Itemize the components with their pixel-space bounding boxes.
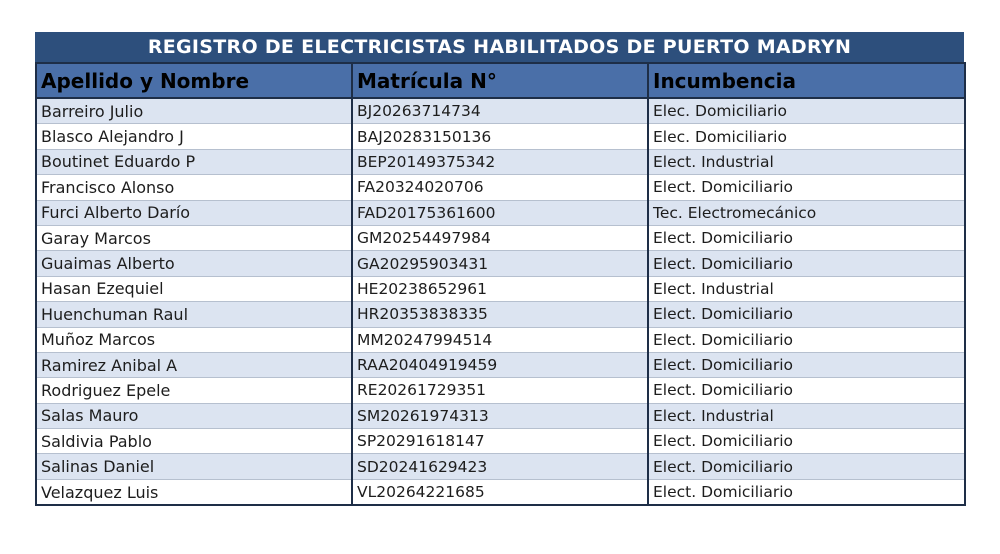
cell-name: Garay Marcos (36, 225, 352, 250)
cell-scope: Elec. Domiciliario (648, 98, 965, 124)
cell-name: Rodriguez Epele (36, 378, 352, 403)
cell-scope: Elect. Domiciliario (648, 378, 965, 403)
table-row (36, 175, 965, 200)
cell-name: Barreiro Julio (36, 98, 352, 124)
cell-license-number: GA20295903431 (352, 251, 648, 276)
cell-license-number: GM20254497984 (352, 225, 648, 250)
table-row (36, 149, 965, 174)
cell-name: Blasco Alejandro J (36, 124, 352, 149)
table-row (36, 352, 965, 377)
cell-license-number: SP20291618147 (352, 429, 648, 454)
cell-name: Saldivia Pablo (36, 429, 352, 454)
table-row (36, 124, 965, 149)
cell-scope: Elect. Domiciliario (648, 454, 965, 479)
cell-license-number: MM20247994514 (352, 327, 648, 352)
table-row (36, 276, 965, 301)
cell-name: Huenchuman Raul (36, 302, 352, 327)
cell-name: Ramirez Anibal A (36, 352, 352, 377)
cell-name: Velazquez Luis (36, 479, 352, 505)
cell-scope: Elect. Domiciliario (648, 302, 965, 327)
table-row (36, 429, 965, 454)
cell-scope: Elect. Domiciliario (648, 251, 965, 276)
cell-name: Salinas Daniel (36, 454, 352, 479)
cell-scope: Elect. Domiciliario (648, 175, 965, 200)
electricians-table (35, 62, 966, 506)
table-body (36, 98, 965, 505)
cell-license-number: RAA20404919459 (352, 352, 648, 377)
cell-name: Boutinet Eduardo P (36, 149, 352, 174)
table-row (36, 454, 965, 479)
cell-scope: Tec. Electromecánico (648, 200, 965, 225)
registry-sheet (35, 32, 964, 506)
cell-license-number: RE20261729351 (352, 378, 648, 403)
registry-title: REGISTRO DE ELECTRICISTAS HABILITADOS DE PUERTO MADRYN (35, 32, 964, 62)
cell-license-number: HR20353838335 (352, 302, 648, 327)
cell-scope: Elec. Domiciliario (648, 124, 965, 149)
column-header-scope: Incumbencia (648, 63, 965, 98)
cell-scope: Elect. Industrial (648, 403, 965, 428)
cell-scope: Elect. Domiciliario (648, 429, 965, 454)
table-row (36, 200, 965, 225)
table-row (36, 302, 965, 327)
cell-scope: Elect. Domiciliario (648, 327, 965, 352)
table-row (36, 98, 965, 124)
table-header-row (36, 63, 965, 98)
table-row (36, 378, 965, 403)
cell-license-number: HE20238652961 (352, 276, 648, 301)
cell-name: Salas Mauro (36, 403, 352, 428)
table-row (36, 225, 965, 250)
cell-name: Hasan Ezequiel (36, 276, 352, 301)
cell-name: Muñoz Marcos (36, 327, 352, 352)
cell-name: Furci Alberto Darío (36, 200, 352, 225)
table-row (36, 251, 965, 276)
cell-scope: Elect. Domiciliario (648, 352, 965, 377)
cell-license-number: BAJ20283150136 (352, 124, 648, 149)
cell-license-number: SD20241629423 (352, 454, 648, 479)
cell-license-number: SM20261974313 (352, 403, 648, 428)
cell-scope: Elect. Industrial (648, 149, 965, 174)
table-row (36, 327, 965, 352)
table-row (36, 479, 965, 505)
cell-name: Guaimas Alberto (36, 251, 352, 276)
cell-name: Francisco Alonso (36, 175, 352, 200)
cell-scope: Elect. Domiciliario (648, 479, 965, 505)
column-header-name: Apellido y Nombre (36, 63, 352, 98)
column-header-license: Matrícula N° (352, 63, 648, 98)
cell-license-number: FA20324020706 (352, 175, 648, 200)
cell-license-number: VL20264221685 (352, 479, 648, 505)
cell-license-number: FAD20175361600 (352, 200, 648, 225)
table-row (36, 403, 965, 428)
cell-scope: Elect. Industrial (648, 276, 965, 301)
cell-license-number: BEP20149375342 (352, 149, 648, 174)
cell-scope: Elect. Domiciliario (648, 225, 965, 250)
cell-license-number: BJ20263714734 (352, 98, 648, 124)
